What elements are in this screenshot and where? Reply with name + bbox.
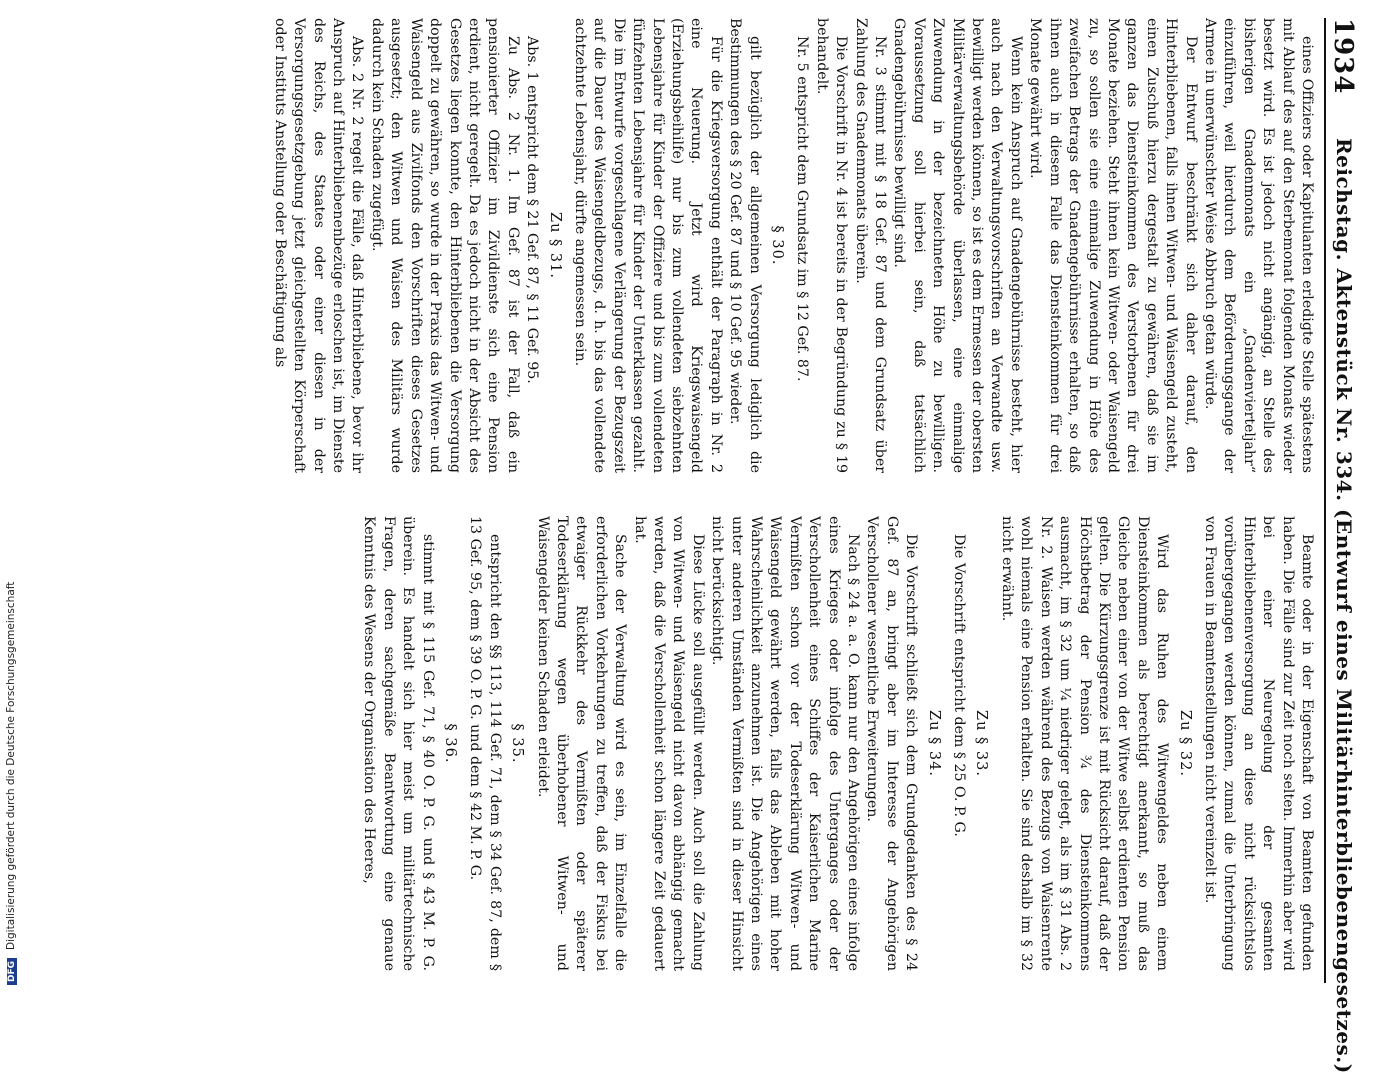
section-heading: § 36.: [441, 723, 458, 764]
paragraph: Nr. 3 stimmt mit § 18 Gef. 87 und dem Grundsatz über Zahlung des Gnadenmonats überein.: [852, 18, 889, 473]
paragraph: Nach § 24 a. a. O. kann nur den Angehörigen eines infolge eines Krieges oder infolge des Unterganges oder der Verschollenheit eines Schiffes der Kaiserlichen Marine Vermißten schon vor der Todeserklärung Witwen- und Waisengeld gewährt werden, falls das Ableben mit hoher Wahrscheinlichkeit anzunehmen ist. Die Angehörigen eines unter anderen Umständen Vermißten sind in dieser Hinsicht nicht berücksichtigt.: [709, 516, 862, 971]
paragraph: Die Vorschrift in Nr. 4 ist bereits in der Begründung zu § 19 behandelt.: [813, 18, 850, 473]
paragraph: Zu Abs. 2 Nr. 1. Im Gef. 87 ist der Fall, daß ein pensionierter Offizier im Zivildienste sich eine Pension erdient, nicht geregelt. Da es jedoch nicht in der Absicht des Gesetzes liegen konnte, den Hinterbliebenen die Versorgung doppelt zu gewähren, so wurde in der Praxis das Witwen- und Waisengeld aus Zivilfonds den Vorschriften dieses Gesetzes ausgesetzt; den Witwen und Waisen des Militärs wurde dadurch kein Schaden zugefügt.: [368, 18, 521, 473]
right-text-column: [136, 516, 1316, 971]
paragraph: Für die Kriegsversorgung enthält der Paragraph in Nr. 2 eine Neuerung. Jetzt wird Kriegswaisengeld (Erziehungsbeihilfe) nur bis zum vollendeten siebzehnten Lebensjahre für Kinder der Offiziere und bis zum vollendeten fünfzehnten Lebensjahre für Kinder der Unterklassen gezahlt. Die im Entwurfe vorgeschlagene Verlängerung der Bezugszeit auf die Dauer des Waisengeldbezugs, d. h. bis das vollendete achtzehnte Lebensjahr, dürfte angemessen sein.: [571, 18, 724, 473]
page-number: 1934: [1328, 18, 1358, 95]
paragraph: Wenn kein Anspruch auf Gnadengebührnisse besteht, hier auch nach den Verwaltungsvorschriften an Verwandte usw. bewilligt werden können, so ist es dem Ermessen der obersten Militärverwaltungsbehörde überlassen, eine einmalige Zuwendung in der bezeichneten Höhe zu bewilligen. Voraussetzung soll hierbei sein, daß tatsächlich Gnadengebührnisse bewilligt sind.: [891, 18, 1024, 473]
section-heading: Zu § 34.: [925, 710, 942, 777]
paragraph: Beamte oder in der Eigenschaft von Beamten gefunden haben. Die Fälle sind zur Zeit noch selten. Immerhin aber wird bei einer Neuregelung der gesamten Hinterbliebenenversorgung an diese nicht rücksichtslos vorübergegangen werden können, zumal die Unterbringung von Frauen in Beamtenstellungen nicht vereinzelt ist.: [1201, 516, 1315, 971]
dfg-logo: DFG: [7, 958, 17, 985]
section-heading: § 30.: [769, 225, 786, 266]
paragraph: stimmt mit § 115 Gef. 71, § 40 O. P. G. und § 43 M. P. G. überein. Es handelt sich hier meist um militärtechnische Fragen, deren sachgemäße Beantwortung eine genaue Kenntnis des Wesens der Organisation des Heeres,: [361, 516, 436, 971]
running-title: Reichstag. Aktenstück Nr. 334. (Entwurf eines Militärhinterbliebenengesetzes.): [1332, 138, 1356, 1074]
paragraph: Wird das Ruhen des Witwengeldes neben einem Diensteinkommen als berechtigt anerkannt, so muß das Gleiche neben einer von der Witwe selbst erdienten Pension gelten. Die Kürzungsgrenze ist mit Rücksicht darauf, daß der Höchstbetrag der Pension ¾ des Diensteinkommens ausmacht, im § 32 um ¼ niedriger gelegt, als im § 31 Abs. 2 Nr. 2. Waisen werden während des Bezugs von Waisenrente wohl niemals eine Pension erhalten. Sie sind deshalb im § 32 nicht erwähnt.: [998, 516, 1171, 971]
paragraph: eines Offiziers oder Kapitulanten erledigte Stelle spätestens mit Ablauf des auf den Sterbemonat folgenden Monats wieder besetzt wird. Es ist jedoch nicht angängig, an Stelle des bisherigen Gnadenmonats ein „Gnadenvierteljahr“ einzuführen, weil hierdurch dem Beförderungsgange der Armee in unerwünschter Weise Abbruch getan würde.: [1201, 18, 1315, 473]
section-heading: § 35.: [509, 723, 526, 764]
section-heading: Zu § 33.: [973, 710, 990, 777]
running-header: [1324, 18, 1360, 1074]
paragraph: Diese Lücke soll ausgefüllt werden. Auch soll die Zahlung von Witwen- und Waisengeld nicht davon abhängig gemacht werden, daß die Verschollenheit schon längere Zeit gedauert hat.: [631, 516, 706, 971]
paragraph: entspricht den §§ 113, 114 Gef. 71, dem § 34 Gef. 87, dem § 13 Gef. 95, dem § 39 O. P. G. und dem § 42 M. P. G.: [467, 516, 503, 971]
left-text-column: [136, 18, 1316, 473]
paragraph: Nr. 5 entspricht dem Grundsatz im § 12 Gef. 87.: [794, 36, 811, 382]
paragraph: Der Entwurf beschränkt sich daher darauf, den Hinterbliebenen, falls ihnen Witwen- und Waisengeld zusteht, einen Zuschuß hierzu dergestalt zu gewähren, daß sie im ganzen das Diensteinkommen des Verstorbenen für drei Monate beziehen. Steht ihnen kein Witwen- oder Waisengeld zu, so sollen sie eine einmalige Zuwendung in Höhe des zweifachen Betrags der Gnadengebührnisse erhalten, so daß ihnen auch in diesem Falle das Diensteinkommen für drei Monate gewährt wird.: [1027, 18, 1199, 473]
digitization-credit-text: Digitalisierung gefördert durch die Deutsche Forschungsgemeinschaft: [5, 581, 17, 950]
paragraph: Abs. 2 Nr. 2 regelt die Fälle, daß Hinterbliebene, bevor ihr Anspruch auf Hinterbliebenenbezüge erloschen ist, im Dienste des Reichs, des Staates oder einer diesen in der Versorgungsgesetzgebung jetzt gleichgestellten Körperschaft oder Instituts Anstellung oder Beschäftigung als: [271, 18, 366, 473]
paragraph: Abs. 1 entspricht dem § 21 Gef. 87, § 11 Gef. 95.: [524, 36, 541, 384]
digitization-credit: [5, 582, 17, 985]
document-page: [100, 18, 1360, 1074]
section-heading: Zu § 31.: [546, 212, 563, 279]
paragraph: Die Vorschrift schließt sich dem Grundgedanken des § 24 Gef. 87 an, bringt aber im Interesse der Angehörigen Verschollener wesentliche Erweiterungen.: [864, 516, 920, 971]
paragraph: Sache der Verwaltung wird es sein, im Einzelfalle die erforderlichen Vorkehrungen zu treffen, daß der Fiskus bei etwaiger Rückkehr des Vermißten oder späterer Todeserklärung wegen überhobener Witwen- und Waisengelder keinen Schaden erleidet.: [534, 516, 629, 971]
paragraph: gilt bezüglich der allgemeinen Versorgung lediglich die Bestimmungen des § 20 Gef. 87 und § 10 Gef. 95 wieder.: [727, 18, 763, 473]
paragraph: Die Vorschrift entspricht dem § 25 O. P. G.: [951, 534, 968, 837]
section-heading: Zu § 32.: [1176, 710, 1193, 777]
